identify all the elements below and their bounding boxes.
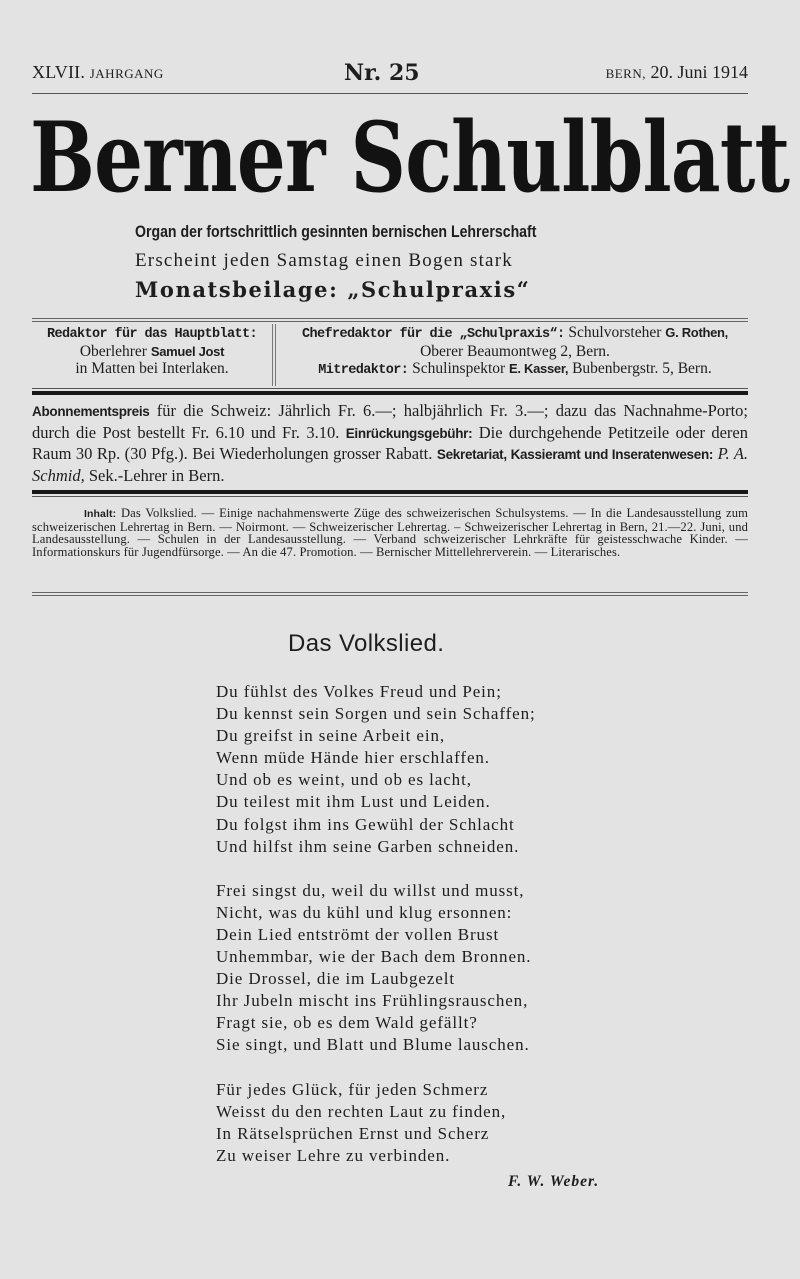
co-editor-label: Mitredaktor: xyxy=(318,363,409,378)
poem-line: Unhemmbar, wie der Bach dem Bronnen. xyxy=(216,947,532,967)
poem-line: Du fühlst des Volkes Freud und Pein; xyxy=(216,682,502,701)
poem-line: Du greifst in seine Arbeit ein, xyxy=(216,726,446,746)
subtitle-organ: Organ der fortschrittlich gesinnten bernischen Lehrerschaft xyxy=(135,222,537,241)
subtitle-supplement: Monatsbeilage: „Schulpraxis“ xyxy=(135,277,531,302)
divider xyxy=(32,592,748,593)
poem-title: Das Volkslied. xyxy=(288,630,445,657)
divider xyxy=(32,388,748,389)
chief-editor-role: Schulvorsteher xyxy=(568,324,662,341)
poem-line: Frei singst du, weil du willst und musst, xyxy=(216,880,525,900)
divider xyxy=(32,595,748,596)
poem-line: Du kennst sein Sorgen und sein Schaffen; xyxy=(216,704,536,724)
poem-line: Und ob es weint, und ob es lacht, xyxy=(216,770,472,790)
column-divider xyxy=(272,324,273,386)
poem-stanza-1 xyxy=(216,681,536,858)
table-of-contents xyxy=(32,507,748,558)
contents-text: Das Volkslied. — Einige nachahmenswerte Züge des schweizerischen Schulsystems. — In die Landesausstellung zum schweizerischen Lehrertag in Bern. — Noirmont. — Schweizerischer Lehrertag. – Schweizerischer Lehrertag in Bern, 21.—22. Juni, und Landesausstellung. — Schulen in der Landesausstellung. — Verband schweizerischer Lehrkräfte für geistesschwache Kinder. — Informationskurs für Jugendfürsorge. — An die 47. Promotion. — Bernischer Mittellehrerverein. — Literarisches. xyxy=(32,506,749,559)
poem-line: Dein Lied entströmt der vollen Brust xyxy=(216,924,500,944)
poem-line: Fragt sie, ob es dem Wald gefällt? xyxy=(216,1013,478,1033)
column-divider xyxy=(275,324,276,386)
divider-thick xyxy=(32,490,748,494)
fee-text: Die durchgehende Petitzeile oder deren Raum 30 Rp. (30 Pfg.). Bei Wiederholungen grosser Rabatt. xyxy=(32,422,748,463)
editors-box xyxy=(32,324,748,386)
office-name: P. A. Schmid, xyxy=(32,444,749,485)
issue-number: Nr. 25 xyxy=(344,60,420,86)
co-editor-role: Schulinspektor xyxy=(412,360,506,377)
poem-line: Und hilfst ihm seine Garben schneiden. xyxy=(216,836,520,856)
divider xyxy=(32,321,748,322)
poem-line: Ihr Jubeln mischt ins Frühlingsrauschen, xyxy=(216,991,529,1011)
chief-editor-address: Oberer Beaumontweg 2, Bern. xyxy=(420,343,610,360)
main-editor xyxy=(32,324,272,377)
main-editor-name: Samuel Jost xyxy=(150,344,225,359)
subscription-label: Abonnementspreis xyxy=(32,404,150,419)
poem-author: F. W. Weber. xyxy=(508,1173,600,1190)
volume-number: XLVII. xyxy=(32,62,86,82)
fee-label: Einrückungsgebühr: xyxy=(345,425,473,441)
poem-line: Nicht, was du kühl und klug ersonnen: xyxy=(216,902,513,922)
poem-stanza-3 xyxy=(216,1079,536,1167)
volume-label: JAHRGANG xyxy=(89,66,164,81)
chief-editor-label: Chefredaktor für die „Schulpraxis“: xyxy=(302,327,565,342)
divider-thick xyxy=(32,391,748,395)
contents-label: Inhalt: xyxy=(84,508,117,520)
poem-body xyxy=(216,681,536,1189)
divider xyxy=(32,496,748,497)
main-editor-label: Redaktor für das Hauptblatt: xyxy=(46,327,258,342)
poem-line: Weisst du den rechten Laut zu finden, xyxy=(216,1101,507,1121)
co-editor-name: E. Kasser, xyxy=(509,361,569,376)
main-editor-title: Oberlehrer xyxy=(79,343,147,360)
subtitle-frequency: Erscheint jeden Samstag einen Bogen stark xyxy=(135,250,513,271)
volume-info xyxy=(32,62,164,83)
place: BERN, xyxy=(605,66,646,81)
office-label: Sekretariat, Kassieramt und Inseratenwesen: xyxy=(436,447,714,462)
chief-editor-name: G. Rothen, xyxy=(665,325,728,340)
poem-line: Du teilest mit ihm Lust und Leiden. xyxy=(216,792,491,812)
masthead-topline xyxy=(32,62,748,86)
subscription-info xyxy=(32,401,748,486)
poem-stanza-2 xyxy=(216,880,536,1057)
poem-line: Die Drossel, die im Laubgezelt xyxy=(216,969,455,989)
divider xyxy=(32,318,748,319)
poem-line: Wenn müde Hände hier erschlaffen. xyxy=(216,748,490,768)
co-editor-address: Bubenbergstr. 5, Bern. xyxy=(572,360,712,377)
supplement-editors xyxy=(282,324,748,379)
poem-line: In Rätselsprüchen Ernst und Scherz xyxy=(216,1123,490,1143)
poem-line: Für jedes Glück, für jeden Schmerz xyxy=(216,1079,489,1099)
divider xyxy=(32,93,748,94)
main-editor-location: in Matten bei Interlaken. xyxy=(75,360,229,377)
poem-line: Du folgst ihm ins Gewühl der Schlacht xyxy=(216,814,515,834)
issue-date xyxy=(606,62,748,83)
office-text: Sek.-Lehrer in Bern. xyxy=(88,465,225,485)
subscription-text: für die Schweiz: Jährlich Fr. 6.—; halbjährlich Fr. 3.—; dazu das Nachnahme-Porto; durch die Post bestellt Fr. 6.10 und Fr. 3.10. xyxy=(32,401,748,442)
poem-line: Zu weiser Lehre zu verbinden. xyxy=(216,1145,451,1165)
newspaper-title: Berner Schulblatt xyxy=(30,101,790,214)
poem-line: Sie singt, und Blatt und Blume lauschen. xyxy=(216,1035,530,1055)
date: 20. Juni 1914 xyxy=(650,62,748,82)
